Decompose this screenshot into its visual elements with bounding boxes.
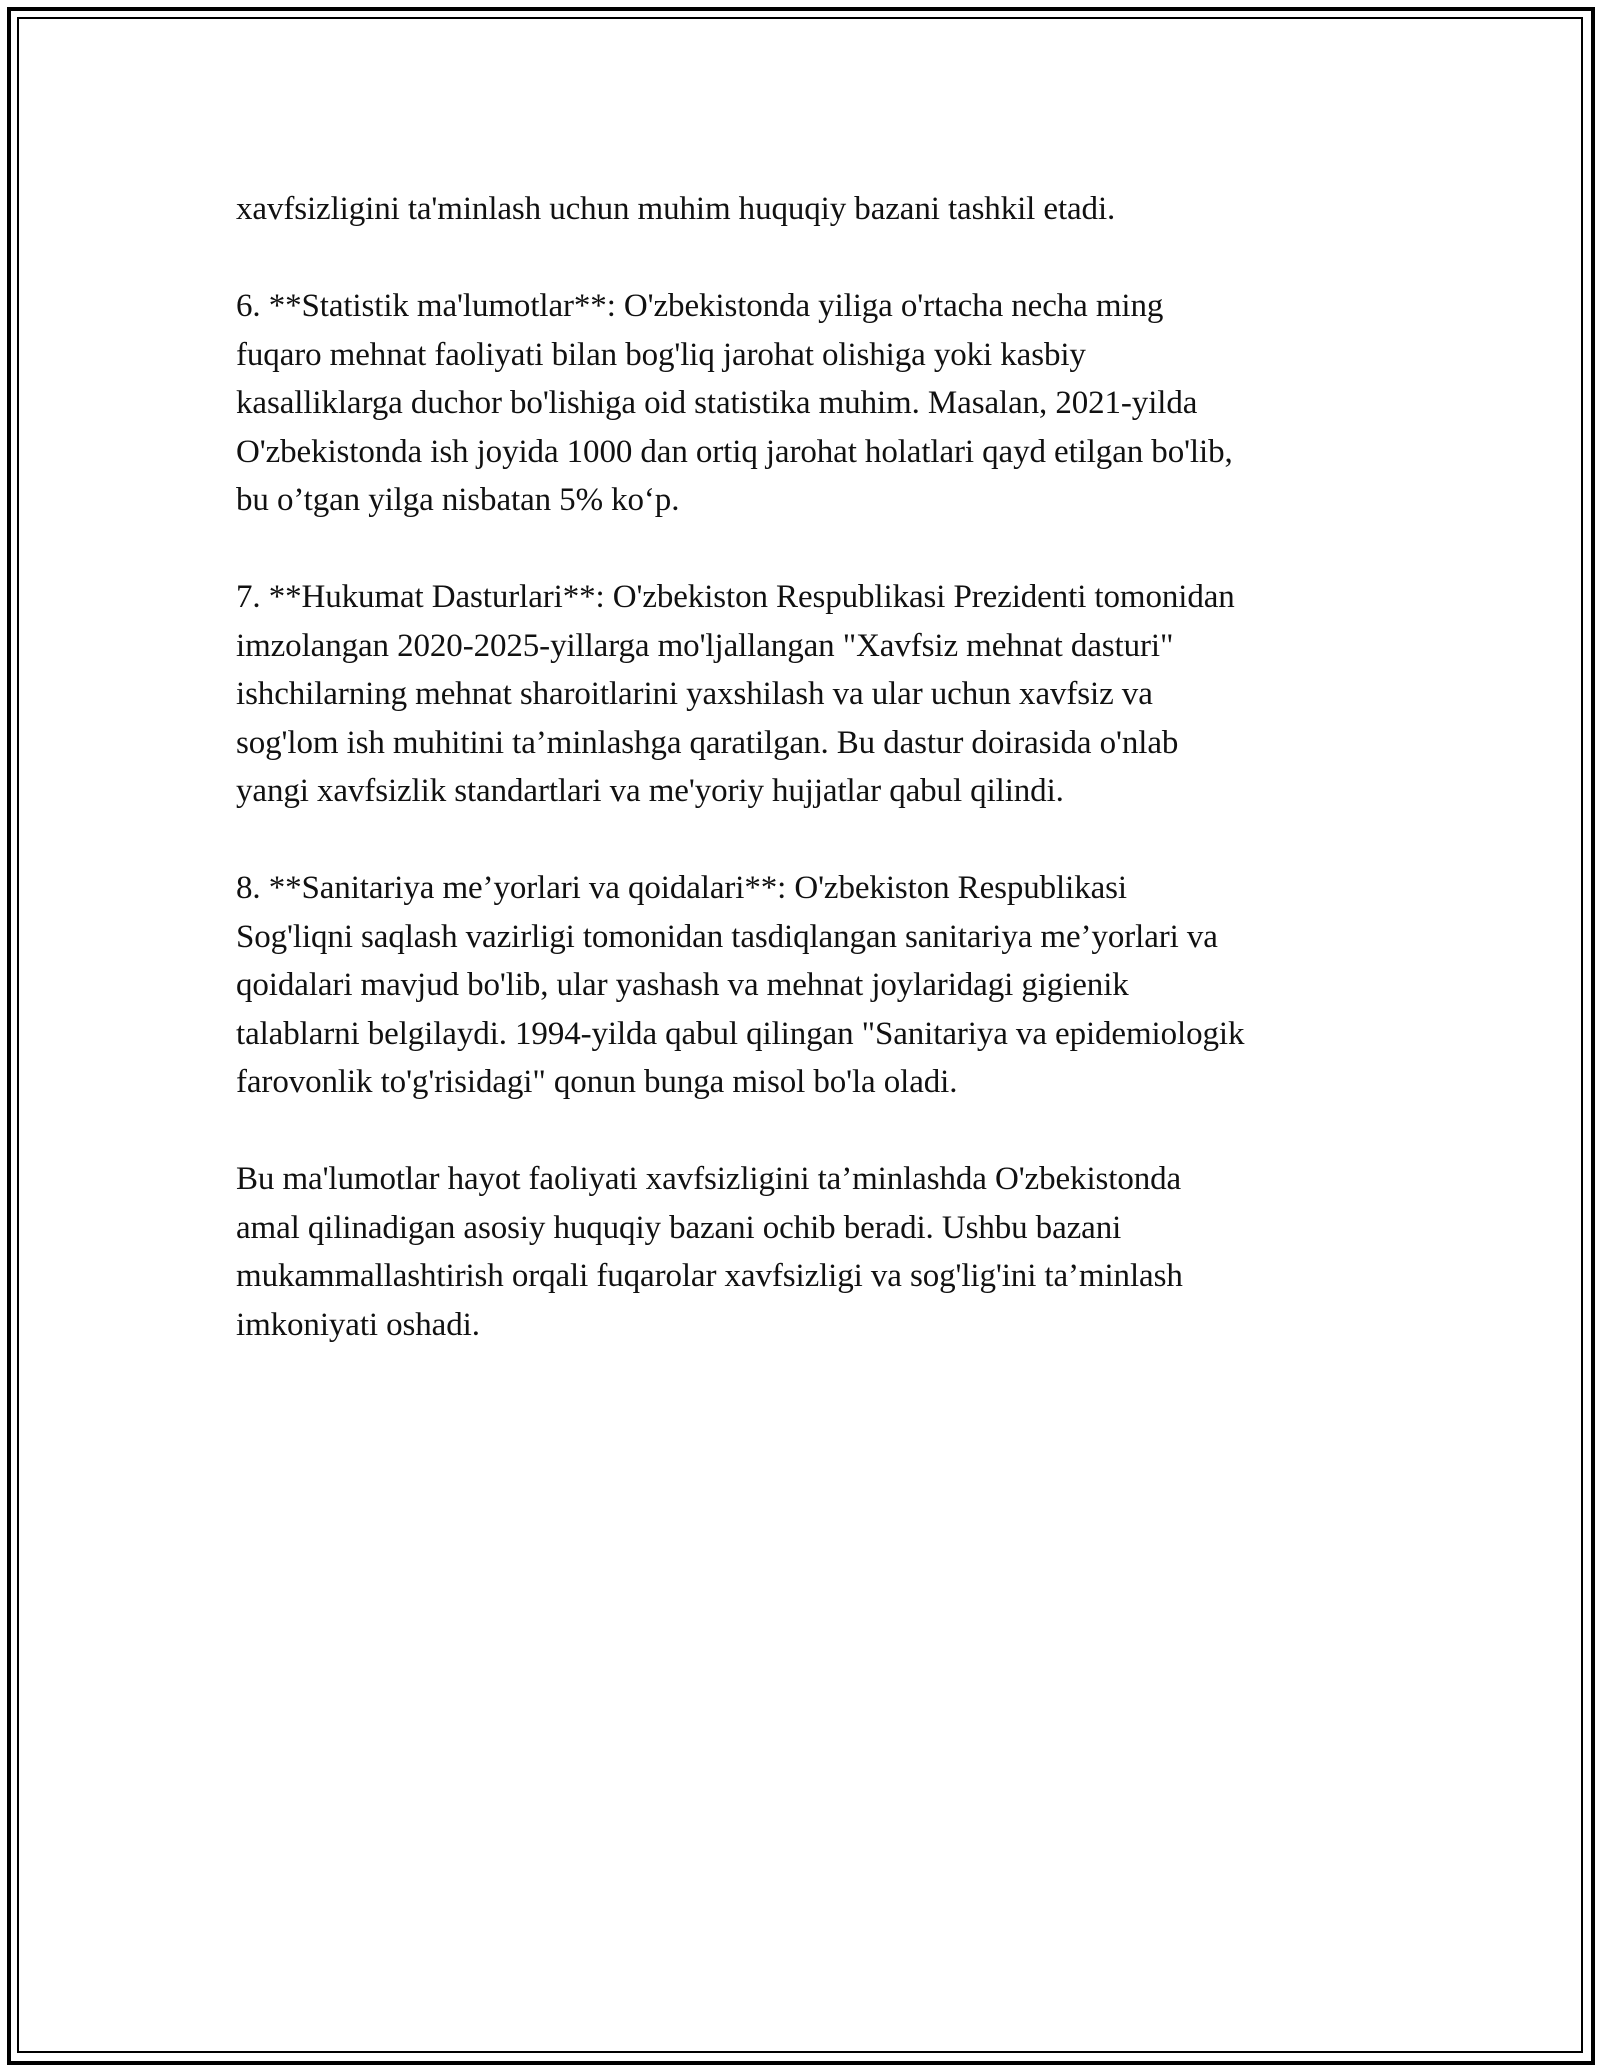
text-line: imzolangan 2020-2025-yillarga mo'ljallangan "Xavfsiz mehnat dasturi" [236, 627, 1174, 664]
text-line: imkoniyati oshadi. [236, 1306, 480, 1343]
text-line: Bu ma'lumotlar hayot faoliyati xavfsizligini ta’minlashda O'zbekistonda [236, 1161, 1182, 1197]
paragraph-conclusion [236, 1155, 1386, 1349]
text-line: talablarni belgilaydi. 1994-yilda qabul qilingan "Sanitariya va epidemiologik [236, 1015, 1245, 1052]
text-line: O'zbekistonda ish joyida 1000 dan ortiq jarohat holatlari qayd etilgan bo'lib, [236, 433, 1233, 470]
text-line: 8. **Sanitariya me’yorlari va qoidalari**: O'zbekiston Respublikasi [236, 870, 1127, 906]
text-line: 6. **Statistik ma'lumotlar**: O'zbekistonda yiliga o'rtacha necha ming [236, 288, 1164, 324]
text-line: bu o’tgan yilga nisbatan 5% ko‘p. [236, 482, 680, 518]
paragraph-government-programs [236, 573, 1386, 816]
text-line: yangi xavfsizlik standartlari va me'yoriy hujjatlar qabul qilindi. [236, 773, 1064, 809]
text-line: xavfsizligini ta'minlash uchun muhim huquqiy bazani tashkil etadi. [236, 191, 1116, 227]
paragraph-continuation [236, 185, 1386, 234]
text-line: fuqaro mehnat faoliyati bilan bog'liq jarohat olishiga yoki kasbiy [236, 336, 1086, 373]
text-line: Sog'liqni saqlash vazirligi tomonidan tasdiqlangan sanitariya me’yorlari va [236, 918, 1218, 955]
text-line: qoidalari mavjud bo'lib, ular yashash va mehnat joylaridagi gigienik [236, 967, 1129, 1003]
text-line: sog'lom ish muhitini ta’minlashga qaratilgan. Bu dastur doirasida o'nlab [236, 724, 1179, 761]
paragraph-statistics [236, 282, 1386, 525]
text-line: kasalliklarga duchor bo'lishiga oid statistika muhim. Masalan, 2021-yilda [236, 385, 1198, 421]
text-line: mukammallashtirish orqali fuqarolar xavfsizligi va sog'lig'ini ta’minlash [236, 1258, 1183, 1294]
document-body [236, 185, 1386, 1398]
paragraph-sanitary-rules [236, 864, 1386, 1107]
text-line: amal qilinadigan asosiy huquqiy bazani ochib beradi. Ushbu bazani [236, 1209, 1122, 1246]
text-line: ishchilarning mehnat sharoitlarini yaxshilash va ular uchun xavfsiz va [236, 676, 1153, 712]
text-line: farovonlik to'g'risidagi" qonun bunga misol bo'la oladi. [236, 1064, 958, 1100]
text-line: 7. **Hukumat Dasturlari**: O'zbekiston Respublikasi Prezidenti tomonidan [236, 579, 1235, 615]
